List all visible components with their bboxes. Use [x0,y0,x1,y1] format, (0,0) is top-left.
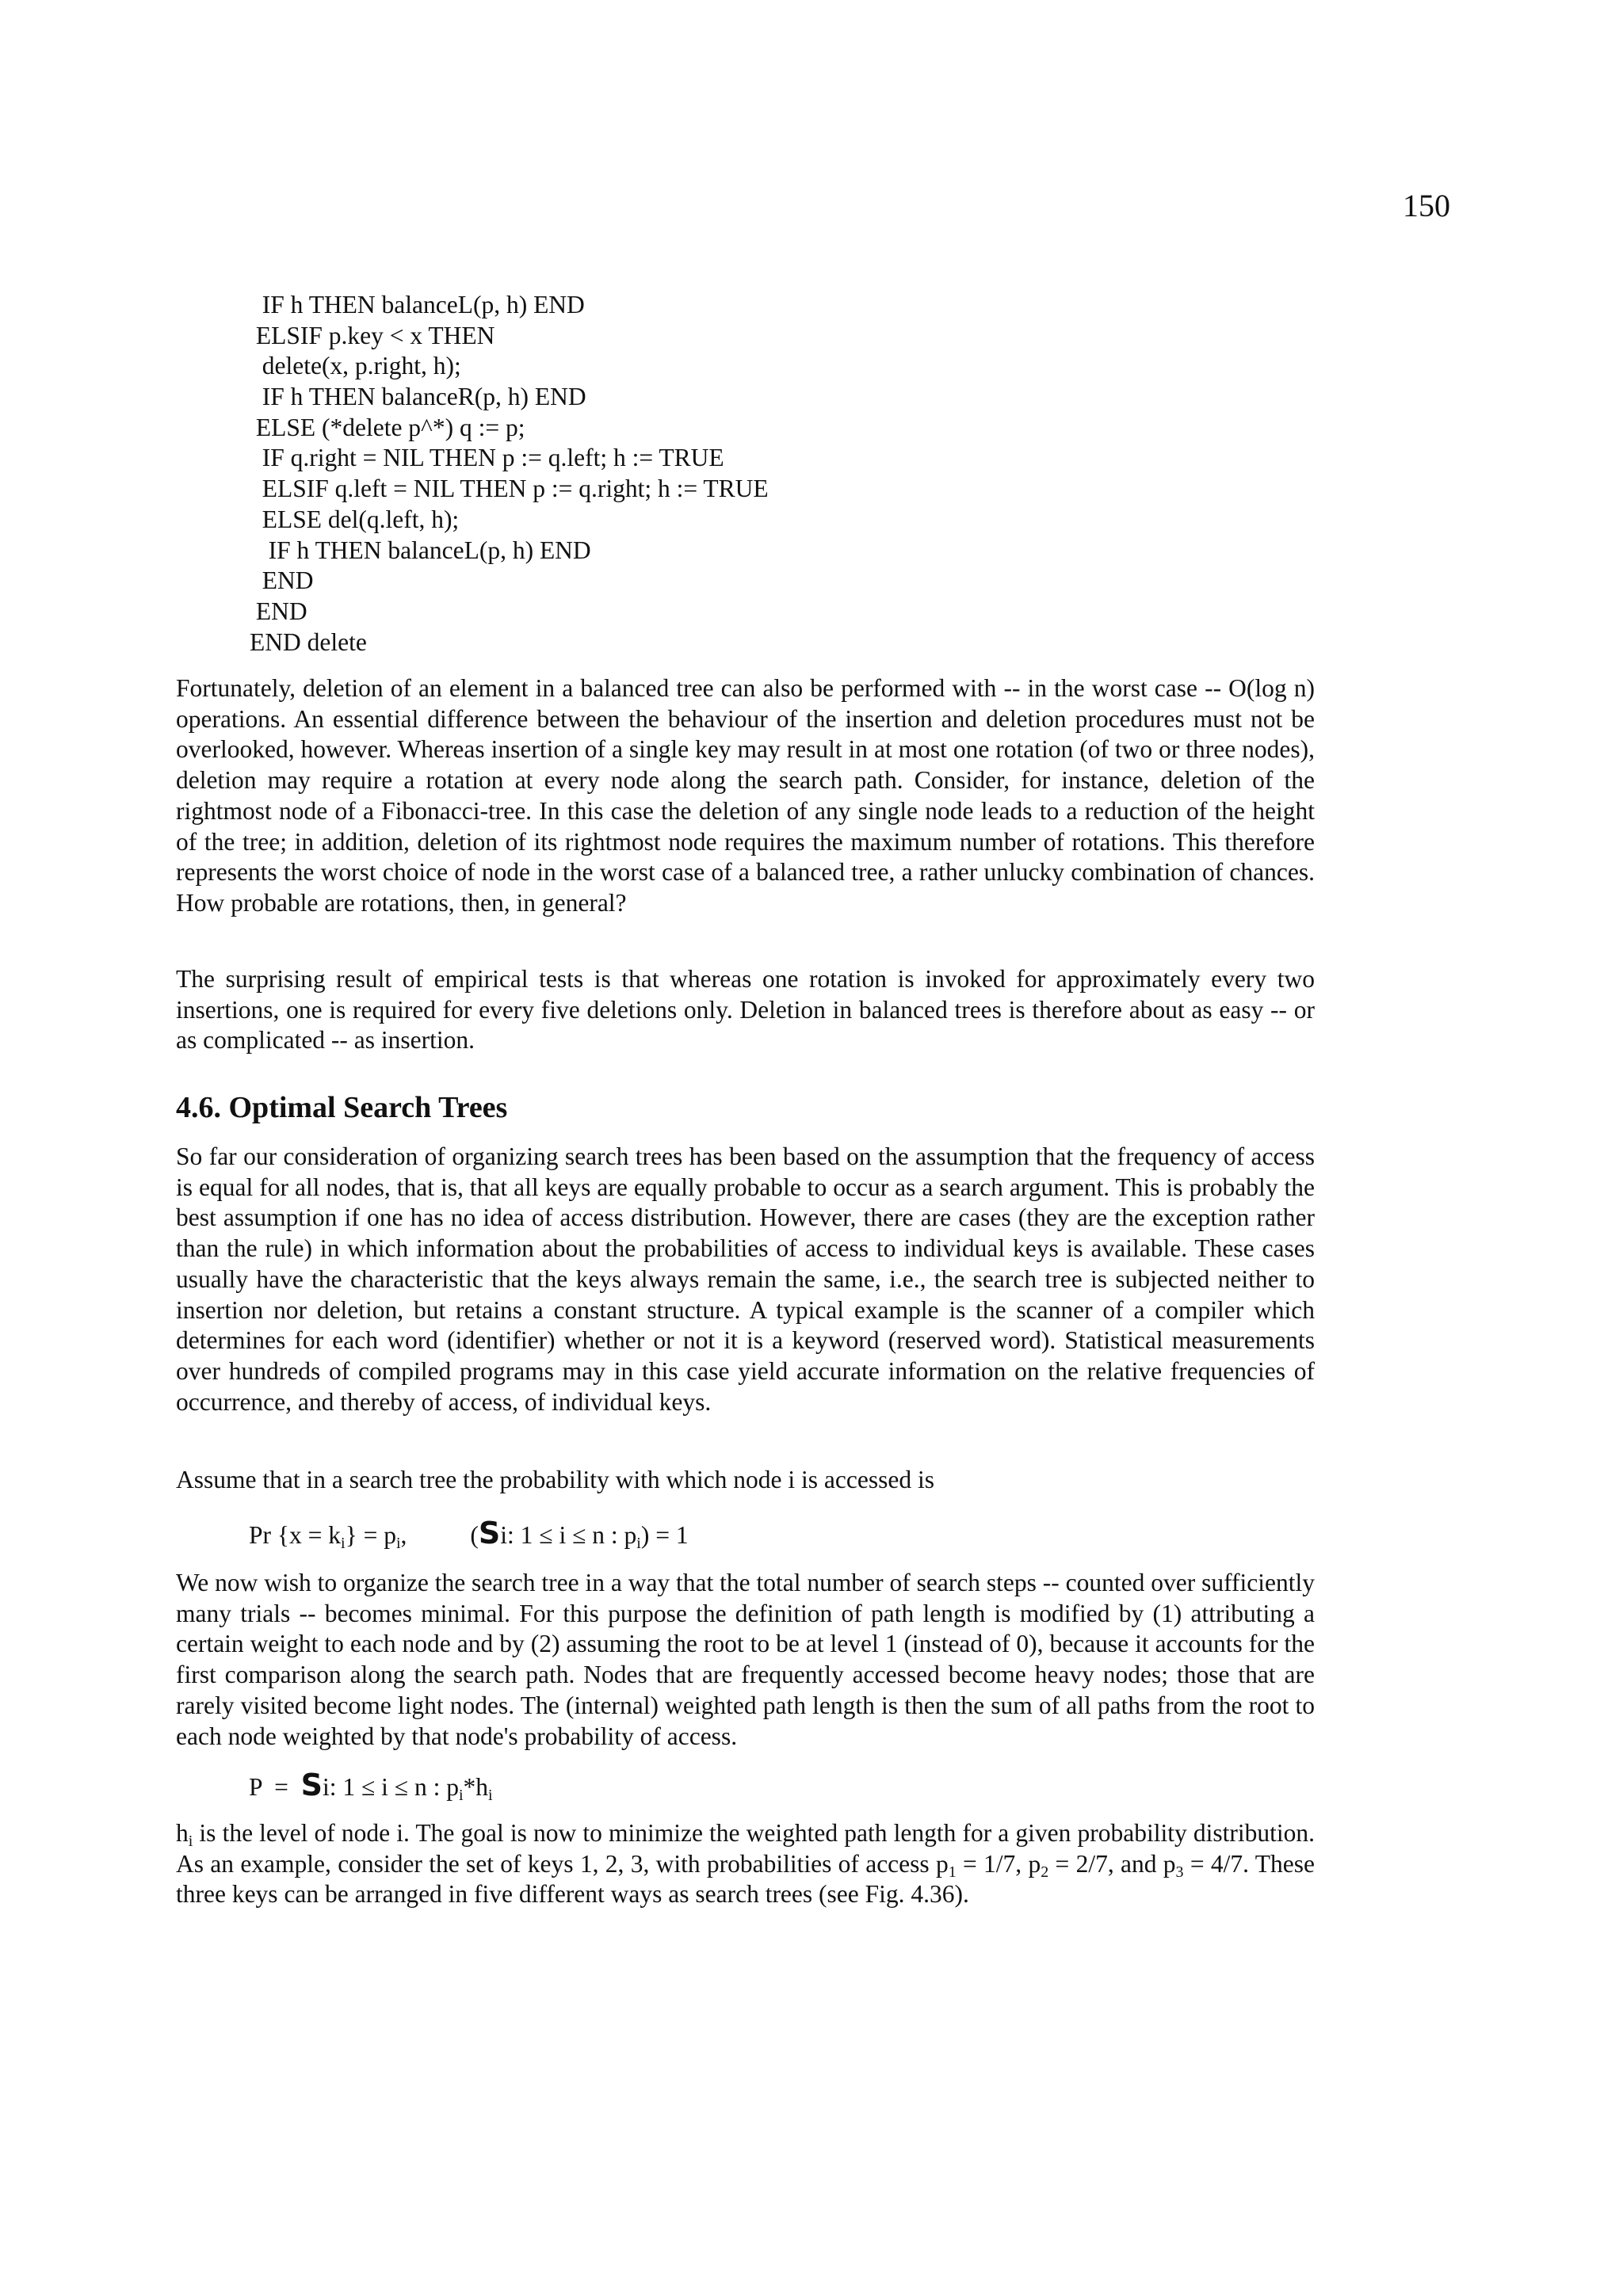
text-run: = 2/7, and p [1048,1849,1176,1878]
code-line: ELSE del(q.left, h); [250,505,460,533]
subscript: i [188,1833,193,1850]
subscript: 3 [1175,1863,1184,1881]
code-line: IF h THEN balanceL(p, h) END [250,291,585,318]
text-run: h [176,1819,189,1847]
code-line: IF h THEN balanceL(p, h) END [250,536,591,564]
paragraph-assume [176,1465,1315,1496]
paragraph-text: We now wish to organize the search tree in a way that the total number of search steps -- counted over sufficiently many trials -- becomes minimal. For this purpose the definition of path length is modified by (1) attributing a certain weight to each node and by (2) assuming the root to be at level 1 (instead of 0), because it accounts for the first comparison along the search path. Nodes that are frequently accessed become heavy nodes; those that are rarely visited become light nodes. The (internal) weighted path length is then the sum of all paths from the root to each node weighted by that node's probability of access. [176,1569,1315,1750]
code-line: IF q.right = NIL THEN p := q.left; h := TRUE [250,444,724,472]
formula-text: } = p [345,1521,396,1549]
text-run: is the level of node i. The goal is now to minimize the weighted path length for a given probability distribution. As an example, consider the set of keys 1, 2, 3, with probabilities of access p [176,1819,1315,1878]
sigma-symbol: S [478,1516,501,1550]
subscript: 2 [1041,1863,1049,1881]
formula-text: ( [470,1521,479,1549]
formula-subscript: i [458,1787,464,1804]
code-line: END [250,566,314,595]
paragraph-final [176,1818,1315,1910]
code-line: ELSIF p.key < x THEN [250,321,495,349]
code-line: ELSE (*delete p^*) q := p; [250,413,525,441]
text-run: = 4/7. These three keys can be arranged in five different ways as search trees (see Fig. 4.36). [176,1849,1315,1909]
formula-text: , [400,1521,407,1549]
formula-subscript: i [488,1787,493,1804]
sigma-symbol: S [300,1768,323,1802]
paragraph-empirical [176,964,1315,1056]
formula-text: i: 1 ≤ i ≤ n : p [323,1773,459,1801]
probability-formula [249,1518,689,1550]
paragraph-text: Fortunately, deletion of an element in a balanced tree can also be performed with -- in the worst case -- O(log n) operations. An essential difference between the behaviour of the insertion and deletion procedures must not be overlooked, however. Whereas insertion of a single key may result in at most one rotation (of two or three nodes), deletion may require a rotation at every node along the search path. Consider, for instance, deletion of the rightmost node of a Fibonacci-tree. In this case the deletion of any single node leads to a reduction of the height of the tree; in addition, deletion of its rightmost node requires the maximum number of rotations. This therefore represents the worst choice of node in the worst case of a balanced tree, a rather unlucky combination of chances. How probable are rotations, then, in general? [176,674,1315,917]
subscript: 1 [948,1863,957,1881]
code-line: delete(x, p.right, h); [250,352,461,380]
paragraph-intro [176,1142,1315,1417]
section-heading [176,1090,507,1125]
formula-text: *h [463,1773,489,1801]
text-run: = 1/7, p [956,1849,1041,1878]
formula-subscript: i [636,1535,641,1552]
code-line: END delete [250,627,367,656]
formula-subscript: i [395,1535,401,1552]
section-number: 4.6. [176,1091,221,1124]
formula-text: P = [249,1773,301,1801]
paragraph-text: So far our consideration of organizing search trees has been based on the assumption that the frequency of access is equal for all nodes, that is, that all keys are equally probable to occur as a search argument. This is probably the best assumption if one has no idea of access distribution. However, there are cases (they are the exception rather than the rule) in which information about the probabilities of access to individual keys is available. These cases usually have the characteristic that the keys always remain the same, i.e., the search tree is subjected neither to insertion nor deletion, but retains a constant structure. A typical example is the scanner of a compiler which determines for each word (identifier) whether or not it is a keyword (reserved word). Statistical measurements over hundreds of compiled programs may in this case yield accurate information on the relative frequencies of occurrence, and thereby of access, of individual keys. [176,1142,1315,1416]
paragraph-organize [176,1568,1315,1752]
code-listing [250,290,769,658]
formula-text: Pr {x = k [249,1521,342,1549]
paragraph-text: The surprising result of empirical tests is that whereas one rotation is invoked for approximately every two insertions, one is required for every five deletions only. Deletion in balanced trees is therefore about as easy -- or as complicated -- as insertion. [176,965,1315,1055]
paragraph-deletion-cost [176,673,1315,919]
code-line: ELSIF q.left = NIL THEN p := q.right; h := TRUE [250,475,769,503]
formula-text: ) = 1 [640,1521,689,1549]
section-title: Optimal Search Trees [228,1091,508,1124]
path-length-formula [249,1770,493,1802]
paragraph-text: Assume that in a search tree the probability with which node i is accessed is [176,1466,934,1493]
formula-subscript: i [341,1535,346,1552]
page-number: 150 [1403,188,1450,223]
paragraph-text [176,1818,1315,1910]
code-line: IF h THEN balanceR(p, h) END [250,383,586,411]
formula-text: i: 1 ≤ i ≤ n : p [500,1521,637,1549]
code-line: END [250,597,307,625]
